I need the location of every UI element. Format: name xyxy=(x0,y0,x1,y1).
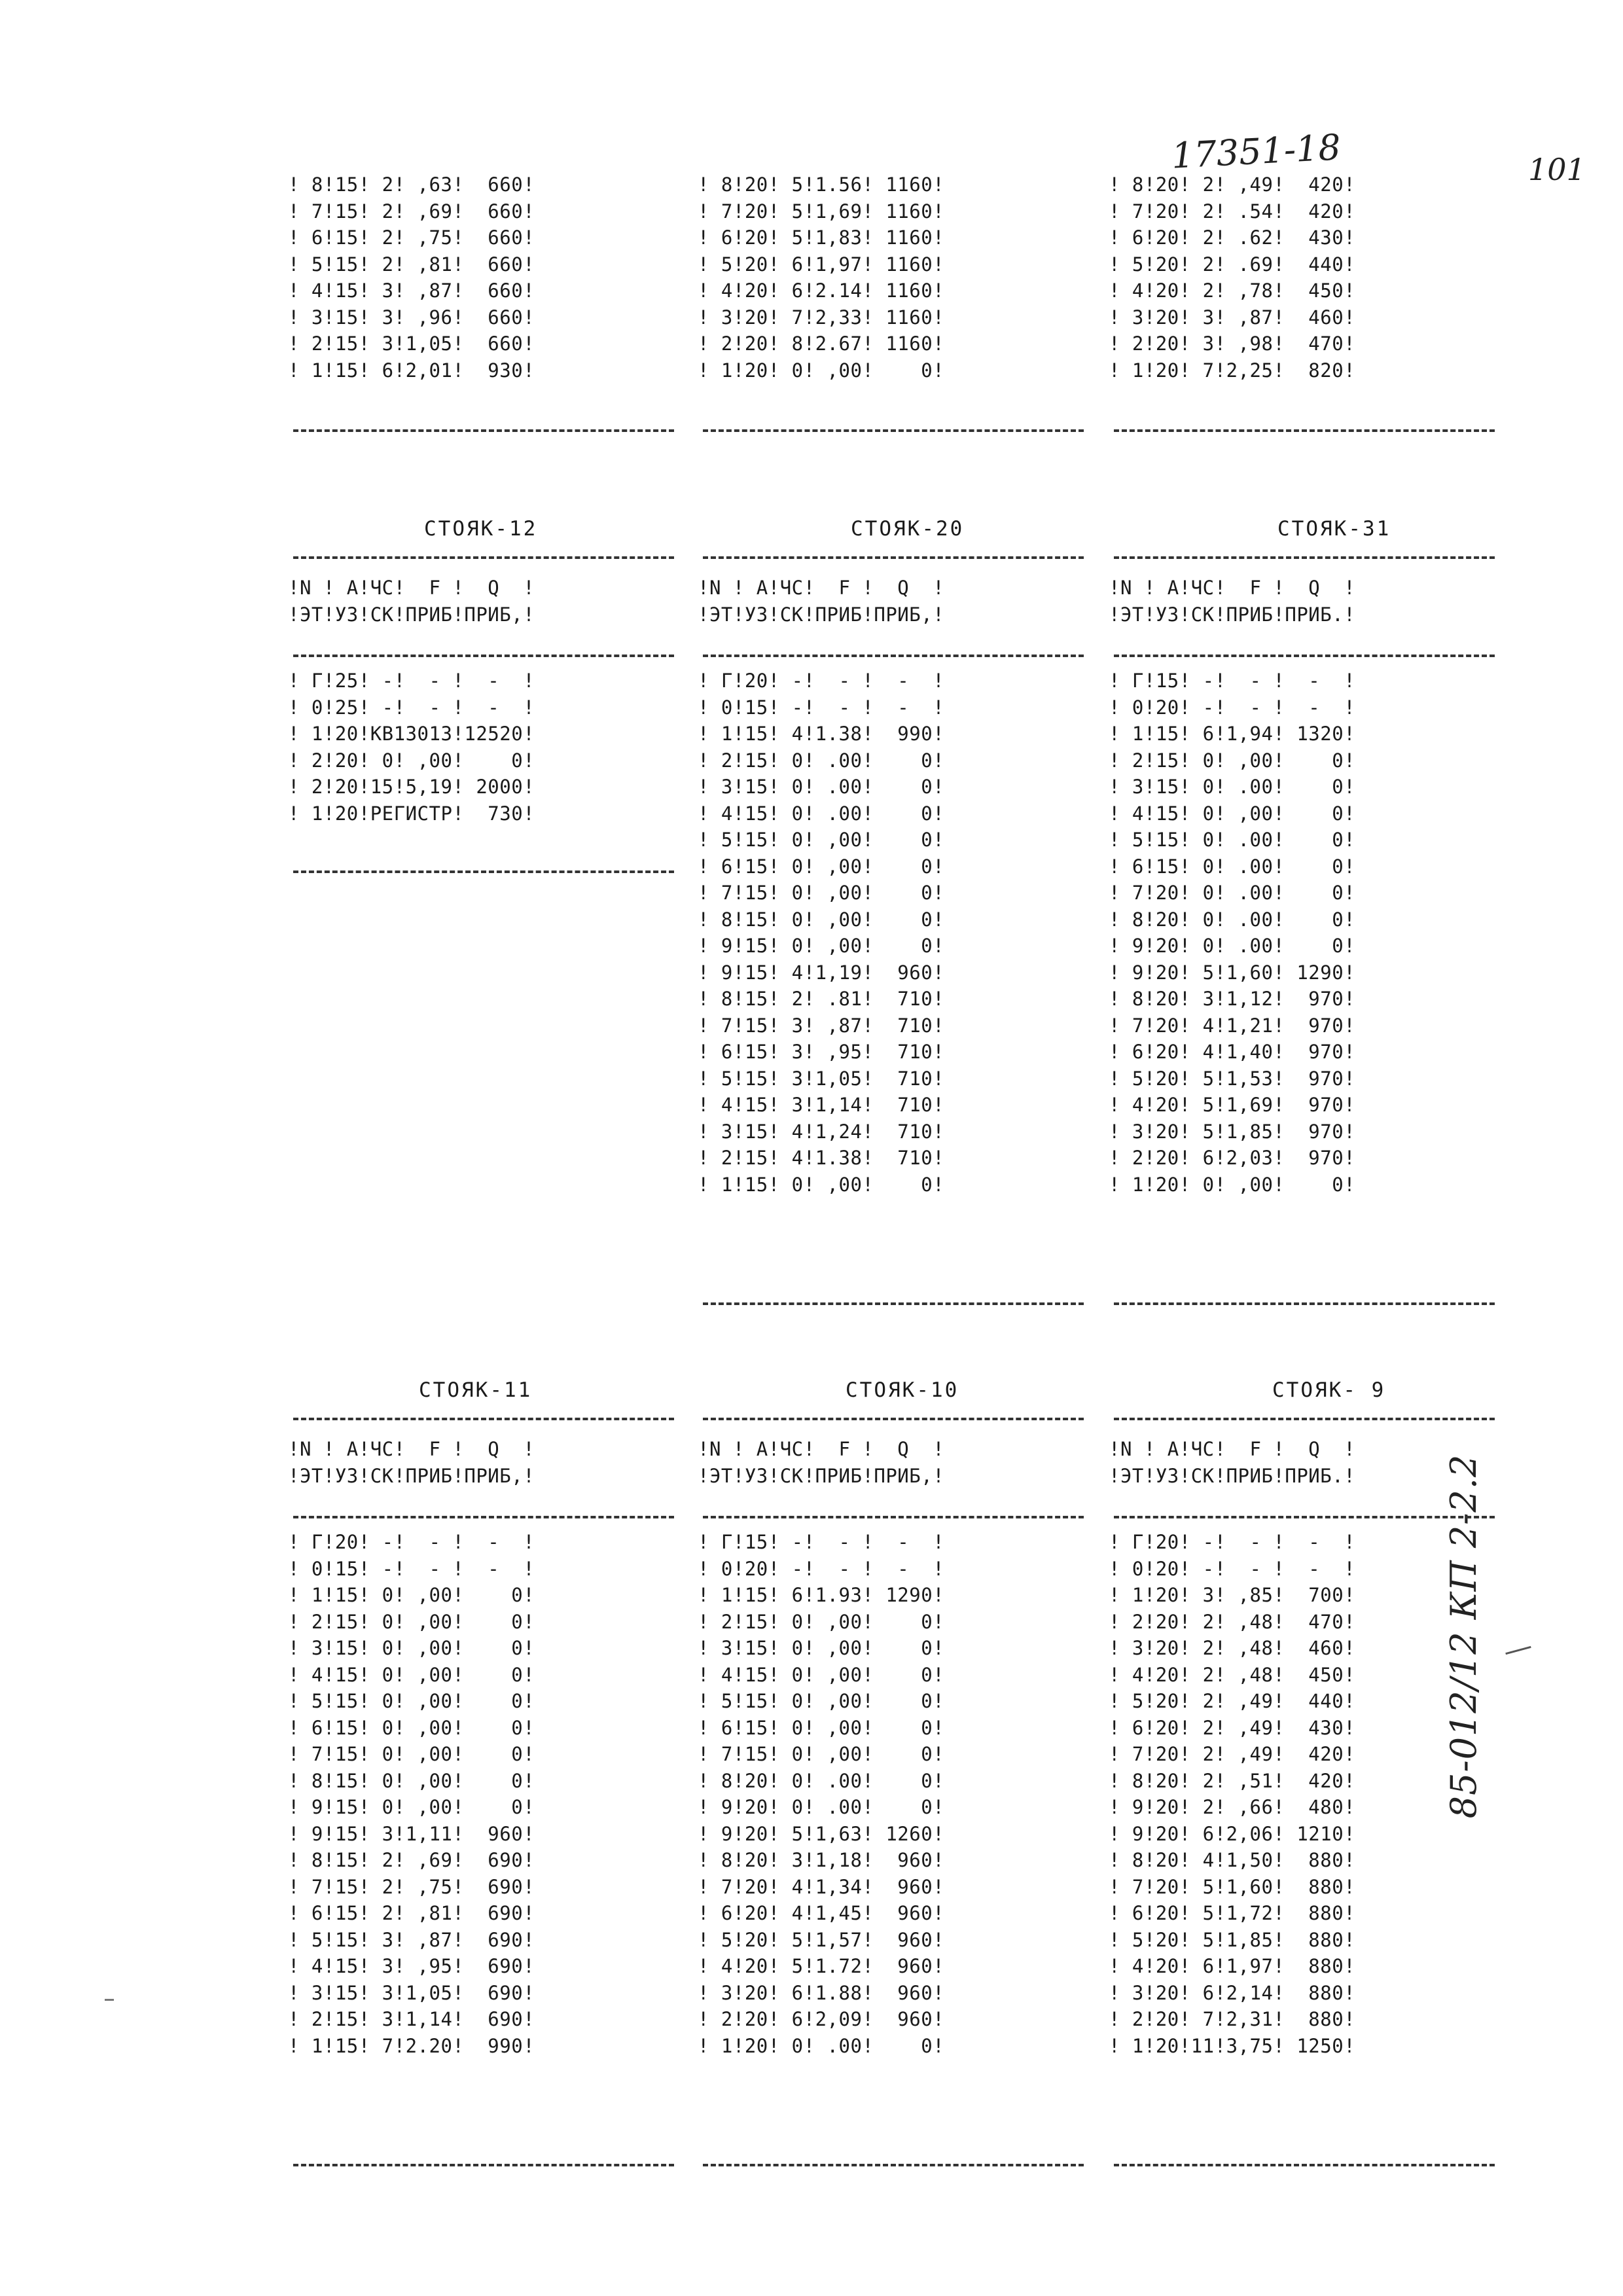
table-row: ! 1!15! 6!1.93! 1290! xyxy=(698,1584,945,1606)
table-row: ! 1!20!11!3,75! 1250! xyxy=(1109,2034,1356,2057)
table-row: ! 3!20! 5!1,85! 970! xyxy=(1109,1120,1356,1143)
table-row: ! 2!15! 3!1,05! 660! xyxy=(288,332,535,355)
table-row: ! 3!20! 6!1.88! 960! xyxy=(698,1981,945,2004)
table-body-cont-2 xyxy=(698,171,944,384)
table-row: ! 2!20!15!5,19! 2000! xyxy=(288,776,535,798)
table-row: ! 6!20! 5!1,72! 880! xyxy=(1109,1902,1356,1924)
riser-title-11: СТОЯК-11 xyxy=(419,1378,533,1402)
table-row: ! 7!20! 4!1,21! 970! xyxy=(1109,1014,1356,1037)
table-row: ! 6!15! 2! ,81! 690! xyxy=(288,1902,535,1924)
table-header-10 xyxy=(698,1436,944,1489)
table-row: ! Г!25! -! - ! - ! xyxy=(288,670,535,692)
table-row: ! 4!15! 3!1,14! 710! xyxy=(698,1094,945,1116)
table-header-rule xyxy=(703,1516,1084,1518)
table-row: ! 3!20! 2! ,48! 460! xyxy=(1109,1637,1356,1659)
table-row: ! 2!15! 0! ,00! 0! xyxy=(698,1610,945,1633)
table-row: ! 4!15! 0! ,00! 0! xyxy=(1109,802,1356,825)
table-row: ! 8!15! 0! ,00! 0! xyxy=(698,908,945,931)
table-row: ! 6!20! 2! ,49! 430! xyxy=(1109,1716,1356,1739)
table-row: ! 5!15! 0! .00! 0! xyxy=(1109,829,1356,851)
table-row: ! 7!15! 0! ,00! 0! xyxy=(288,1743,535,1765)
table-row: ! 9!15! 4!1,19! 960! xyxy=(698,961,945,984)
table-row: ! 4!20! 2! ,78! 450! xyxy=(1109,279,1356,302)
table-row: ! 9!20! 0! .00! 0! xyxy=(698,1796,945,1818)
table-body-cont-3 xyxy=(1109,171,1355,384)
table-row: ! 4!20! 5!1,69! 970! xyxy=(1109,1094,1356,1116)
table-row: ! 0!20! -! - ! - ! xyxy=(1109,1557,1356,1580)
table-row: ! 4!15! 3! ,95! 690! xyxy=(288,1955,535,1977)
table-row: ! 7!20! 0! .00! 0! xyxy=(1109,882,1356,904)
table-row: ! 7!20! 2! ,49! 420! xyxy=(1109,1743,1356,1765)
table-row: ! 2!15! 3!1,14! 690! xyxy=(288,2008,535,2030)
table-row: !N ! А!ЧС! F ! Q ! xyxy=(288,1438,535,1460)
table-top-rule xyxy=(703,1418,1084,1420)
table-row: ! 0!15! -! - ! - ! xyxy=(698,696,945,719)
table-bottom-rule xyxy=(293,2164,674,2166)
table-row: ! 5!20! 2! .69! 440! xyxy=(1109,253,1356,276)
table-row: ! 2!20! 6!2,03! 970! xyxy=(1109,1147,1356,1169)
table-row: ! 9!20! 2! ,66! 480! xyxy=(1109,1796,1356,1818)
handwritten-page-number: 101 xyxy=(1528,152,1586,187)
table-row: ! Г!15! -! - ! - ! xyxy=(1109,670,1356,692)
table-row: ! 4!15! 0! .00! 0! xyxy=(698,802,945,825)
table-row: ! 2!20! 2! ,48! 470! xyxy=(1109,1610,1356,1633)
table-row: ! 1!20!РЕГИСТР! 730! xyxy=(288,802,535,825)
riser-title-9: СТОЯК- 9 xyxy=(1272,1378,1386,1402)
table-body-10 xyxy=(698,1529,944,2059)
table-row: !ЭТ!УЗ!СК!ПРИБ!ПРИБ,! xyxy=(288,1464,535,1487)
table-row: ! 8!20! 0! .00! 0! xyxy=(1109,908,1356,931)
table-row: ! 1!15! 0! ,00! 0! xyxy=(288,1584,535,1606)
table-row: ! 2!20! 7!2,31! 880! xyxy=(1109,2008,1356,2030)
table-row: ! 8!20! 2! ,49! 420! xyxy=(1109,173,1356,196)
table-row: ! 4!15! 0! ,00! 0! xyxy=(288,1663,535,1686)
table-bottom-rule xyxy=(703,429,1084,432)
table-row: !ЭТ!УЗ!СК!ПРИБ!ПРИБ.! xyxy=(1109,1464,1356,1487)
table-row: ! 5!20! 6!1,97! 1160! xyxy=(698,253,945,276)
table-body-20 xyxy=(698,668,944,1198)
table-row: ! 1!15! 6!2,01! 930! xyxy=(288,359,535,382)
table-row: ! 3!15! 3!1,05! 690! xyxy=(288,1981,535,2004)
table-row: ! 9!20! 5!1,63! 1260! xyxy=(698,1822,945,1845)
table-row: ! 1!15! 4!1.38! 990! xyxy=(698,723,945,745)
table-row: ! 7!20! 5!1,60! 880! xyxy=(1109,1875,1356,1898)
table-row: ! 7!15! 2! ,69! 660! xyxy=(288,200,535,223)
riser-title-20: СТОЯК-20 xyxy=(851,517,965,541)
table-row: ! 3!15! 3! ,96! 660! xyxy=(288,306,535,329)
table-row: ! 6!15! 0! ,00! 0! xyxy=(698,855,945,878)
table-row: ! 2!20! 0! ,00! 0! xyxy=(288,749,535,772)
table-header-9 xyxy=(1109,1436,1355,1489)
table-bottom-rule xyxy=(703,2164,1084,2166)
table-row: ! 6!20! 5!1,83! 1160! xyxy=(698,226,945,249)
table-top-rule xyxy=(293,1418,674,1420)
table-row: ! 8!20! 4!1,50! 880! xyxy=(1109,1849,1356,1871)
table-bottom-rule xyxy=(293,429,674,432)
table-row: ! 9!20! 6!2,06! 1210! xyxy=(1109,1822,1356,1845)
table-row: ! 0!20! -! - ! - ! xyxy=(1109,696,1356,719)
table-row: ! 9!15! 0! ,00! 0! xyxy=(288,1796,535,1818)
table-header-20 xyxy=(698,575,944,628)
table-row: ! 3!20! 3! ,87! 460! xyxy=(1109,306,1356,329)
table-header-rule xyxy=(293,1516,674,1518)
table-row: ! 5!15! 2! ,81! 660! xyxy=(288,253,535,276)
table-top-rule xyxy=(703,556,1084,559)
table-row: !ЭТ!УЗ!СК!ПРИБ!ПРИБ.! xyxy=(1109,603,1356,626)
table-row: ! 6!20! 2! .62! 430! xyxy=(1109,226,1356,249)
table-body-9 xyxy=(1109,1529,1355,2059)
table-row: ! 3!15! 0! .00! 0! xyxy=(1109,776,1356,798)
table-body-31 xyxy=(1109,668,1355,1198)
table-top-rule xyxy=(293,556,674,559)
table-row: !N ! А!ЧС! F ! Q ! xyxy=(698,1438,945,1460)
table-header-rule xyxy=(293,655,674,657)
table-bottom-rule xyxy=(293,870,674,873)
table-header-12 xyxy=(288,575,535,628)
table-row: ! 5!20! 5!1,85! 880! xyxy=(1109,1928,1356,1951)
table-row: ! 1!15! 6!1,94! 1320! xyxy=(1109,723,1356,745)
table-row: ! 5!15! 3!1,05! 710! xyxy=(698,1067,945,1090)
table-row: ! 1!20! 3! ,85! 700! xyxy=(1109,1584,1356,1606)
table-row: ! 5!15! 0! ,00! 0! xyxy=(698,829,945,851)
table-top-rule xyxy=(1114,556,1495,559)
table-row: ! 7!15! 3! ,87! 710! xyxy=(698,1014,945,1037)
table-bottom-rule xyxy=(1114,1302,1495,1305)
riser-title-12: СТОЯК-12 xyxy=(424,517,538,541)
table-row: ! 1!20! 0! ,00! 0! xyxy=(1109,1173,1356,1196)
table-row: ! 5!20! 2! ,49! 440! xyxy=(1109,1690,1356,1712)
table-row: ! 5!15! 0! ,00! 0! xyxy=(288,1690,535,1712)
margin-tick-mark xyxy=(105,1999,114,2001)
table-bottom-rule xyxy=(1114,429,1495,432)
table-row: ! 8!20! 0! .00! 0! xyxy=(698,1769,945,1792)
table-row: ! 6!15! 0! ,00! 0! xyxy=(288,1716,535,1739)
table-header-rule xyxy=(1114,1516,1495,1518)
table-row: !ЭТ!УЗ!СК!ПРИБ!ПРИБ,! xyxy=(288,603,535,626)
table-row: ! 7!15! 2! ,75! 690! xyxy=(288,1875,535,1898)
table-row: ! Г!15! -! - ! - ! xyxy=(698,1531,945,1553)
table-row: !ЭТ!УЗ!СК!ПРИБ!ПРИБ,! xyxy=(698,603,945,626)
table-row: ! 9!20! 5!1,60! 1290! xyxy=(1109,961,1356,984)
table-row: ! 5!15! 3! ,87! 690! xyxy=(288,1928,535,1951)
table-row: !N ! А!ЧС! F ! Q ! xyxy=(1109,1438,1356,1460)
table-row: ! 8!15! 2! .81! 710! xyxy=(698,988,945,1010)
table-row: ! 7!20! 4!1,34! 960! xyxy=(698,1875,945,1898)
table-row: ! 4!20! 5!1.72! 960! xyxy=(698,1955,945,1977)
table-row: ! 3!20! 7!2,33! 1160! xyxy=(698,306,945,329)
table-row: ! 2!15! 0! .00! 0! xyxy=(698,749,945,772)
table-row: ! 3!15! 0! .00! 0! xyxy=(698,776,945,798)
pen-stroke-mark xyxy=(1505,1646,1531,1655)
table-row: ! 6!15! 0! .00! 0! xyxy=(1109,855,1356,878)
table-row: ! Г!20! -! - ! - ! xyxy=(1109,1531,1356,1553)
table-row: ! 8!20! 5!1.56! 1160! xyxy=(698,173,945,196)
table-row: ! 2!20! 8!2.67! 1160! xyxy=(698,332,945,355)
table-row: ! 0!25! -! - ! - ! xyxy=(288,696,535,719)
handwritten-document-number: 17351-18 xyxy=(1170,126,1342,177)
table-header-31 xyxy=(1109,575,1355,628)
table-row: ! 6!15! 3! ,95! 710! xyxy=(698,1041,945,1063)
riser-title-31: СТОЯК-31 xyxy=(1277,517,1391,541)
table-body-11 xyxy=(288,1529,535,2059)
table-row: ! Г!20! -! - ! - ! xyxy=(288,1531,535,1553)
table-row: ! 4!20! 2! ,48! 450! xyxy=(1109,1663,1356,1686)
table-row: ! 8!15! 2! ,69! 690! xyxy=(288,1849,535,1871)
table-row: ! 3!20! 6!2,14! 880! xyxy=(1109,1981,1356,2004)
table-row: ! 5!20! 5!1,57! 960! xyxy=(698,1928,945,1951)
table-row: ! 5!20! 5!1,53! 970! xyxy=(1109,1067,1356,1090)
table-row: ! 7!15! 0! ,00! 0! xyxy=(698,882,945,904)
table-row: ! Г!20! -! - ! - ! xyxy=(698,670,945,692)
table-row: ! 8!20! 3!1,18! 960! xyxy=(698,1849,945,1871)
table-row: ! 2!15! 4!1.38! 710! xyxy=(698,1147,945,1169)
table-header-rule xyxy=(703,655,1084,657)
table-row: ! 4!20! 6!2.14! 1160! xyxy=(698,279,945,302)
table-row: ! 3!15! 0! ,00! 0! xyxy=(698,1637,945,1659)
table-row: ! 2!20! 3! ,98! 470! xyxy=(1109,332,1356,355)
table-row: !ЭТ!УЗ!СК!ПРИБ!ПРИБ,! xyxy=(698,1464,945,1487)
table-top-rule xyxy=(1114,1418,1495,1420)
table-bottom-rule xyxy=(703,1302,1084,1305)
table-row: ! 8!15! 2! ,63! 660! xyxy=(288,173,535,196)
table-row: ! 9!15! 3!1,11! 960! xyxy=(288,1822,535,1845)
table-row: ! 7!20! 5!1,69! 1160! xyxy=(698,200,945,223)
table-row: ! 4!20! 6!1,97! 880! xyxy=(1109,1955,1356,1977)
table-body-12 xyxy=(288,668,535,827)
table-row: ! 1!20! 7!2,25! 820! xyxy=(1109,359,1356,382)
table-row: ! 6!15! 0! ,00! 0! xyxy=(698,1716,945,1739)
table-row: ! 1!20! 0! ,00! 0! xyxy=(698,359,945,382)
table-row: ! 1!15! 0! ,00! 0! xyxy=(698,1173,945,1196)
table-body-cont-1 xyxy=(288,171,535,384)
table-row: ! 4!15! 0! ,00! 0! xyxy=(698,1663,945,1686)
table-header-rule xyxy=(1114,655,1495,657)
table-row: ! 8!20! 3!1,12! 970! xyxy=(1109,988,1356,1010)
table-row: ! 6!20! 4!1,40! 970! xyxy=(1109,1041,1356,1063)
table-row: ! 0!20! -! - ! - ! xyxy=(698,1557,945,1580)
table-row: !N ! А!ЧС! F ! Q ! xyxy=(1109,577,1356,599)
table-row: ! 0!15! -! - ! - ! xyxy=(288,1557,535,1580)
table-row: ! 4!15! 3! ,87! 660! xyxy=(288,279,535,302)
table-row: !N ! А!ЧС! F ! Q ! xyxy=(288,577,535,599)
table-row: ! 3!15! 0! ,00! 0! xyxy=(288,1637,535,1659)
table-row: ! 1!20!КВ1З01З!12520! xyxy=(288,723,535,745)
table-row: ! 7!15! 0! ,00! 0! xyxy=(698,1743,945,1765)
table-row: ! 2!15! 0! ,00! 0! xyxy=(288,1610,535,1633)
table-row: ! 3!15! 4!1,24! 710! xyxy=(698,1120,945,1143)
riser-title-10: СТОЯК-10 xyxy=(846,1378,959,1402)
table-row: ! 2!20! 6!2,09! 960! xyxy=(698,2008,945,2030)
side-code-text: 85-012/12 КП 2-2.2 xyxy=(1443,1454,1484,1819)
table-header-11 xyxy=(288,1436,535,1489)
table-row: ! 1!20! 0! .00! 0! xyxy=(698,2034,945,2057)
table-row: ! 9!20! 0! .00! 0! xyxy=(1109,935,1356,957)
table-row: ! 6!20! 4!1,45! 960! xyxy=(698,1902,945,1924)
table-row: ! 8!20! 2! ,51! 420! xyxy=(1109,1769,1356,1792)
table-row: ! 6!15! 2! ,75! 660! xyxy=(288,226,535,249)
table-row: ! 2!15! 0! ,00! 0! xyxy=(1109,749,1356,772)
table-bottom-rule xyxy=(1114,2164,1495,2166)
table-row: ! 1!15! 7!2.20! 990! xyxy=(288,2034,535,2057)
table-row: ! 8!15! 0! ,00! 0! xyxy=(288,1769,535,1792)
table-row: !N ! А!ЧС! F ! Q ! xyxy=(698,577,945,599)
table-row: ! 7!20! 2! .54! 420! xyxy=(1109,200,1356,223)
table-row: ! 9!15! 0! ,00! 0! xyxy=(698,935,945,957)
table-row: ! 5!15! 0! ,00! 0! xyxy=(698,1690,945,1712)
